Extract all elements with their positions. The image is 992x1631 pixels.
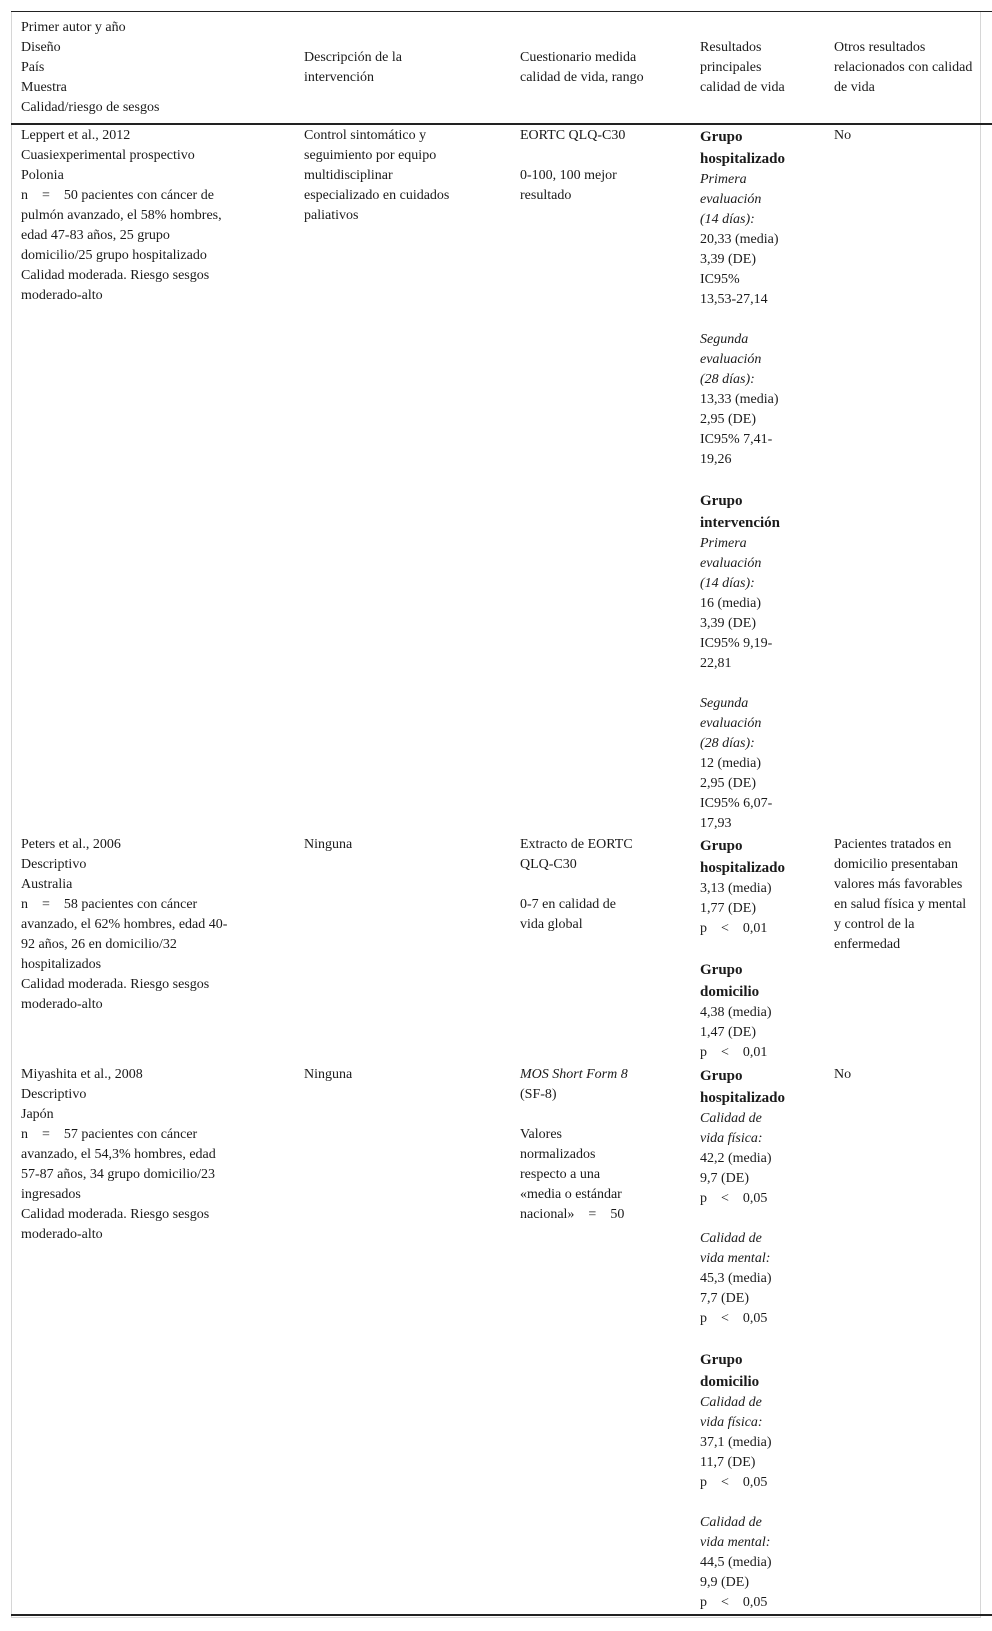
header-intervention: Descripción de la intervención — [304, 50, 402, 85]
cell-other-results: No — [834, 128, 852, 143]
cell-main-results: Grupo hospitalizado Primera evaluación (14 días): 20,33 (media) 3,39 (DE) IC95% 13,53-27,14 Segunda evaluación (28 días): 13,33 (media) 2,95 (DE) IC95% 7,41- 19,26 Grupo intervención Primera evaluación (14 días): 16 (media) 3,39 (DE) IC95% 9,19- 22,81 Segunda evaluación (28 días): 12 (media) 2,95 (DE) IC95% 6,07- 17,93 — [700, 129, 786, 831]
table-row — [11, 1064, 992, 1615]
table-row — [11, 834, 992, 1064]
cell-other-results: Pacientes tratados en domicilio presentaban valores más favorables en salud física y mental y control de la enfermedad — [834, 837, 967, 952]
cell-main-results: Grupo hospitalizado Calidad de vida física: 42,2 (media) 9,7 (DE) p < 0,05 Calidad de vida mental: 45,3 (media) 7,7 (DE) p < 0,05 Grupo domicilio Calidad de vida física: 37,1 (media) 11,7 (DE) p < 0,05 Calidad de vida mental: 44,5 (media) 9,9 (DE) p < 0,05 — [700, 1068, 786, 1610]
cell-author: Miyashita et al., 2008 Descriptivo Japón n = 57 pacientes con cáncer avanzado, el 54,3% hombres, edad 57-87 años, 34 grupo domicilio/23 ingresados Calidad moderada. Riesgo sesgos moderado-alto — [21, 1067, 216, 1242]
header-questionnaire: Cuestionario medida calidad de vida, rango — [520, 50, 644, 85]
header-other-results: Otros resultados relacionados con calidad de vida — [834, 40, 973, 95]
cell-questionnaire: MOS Short Form 8 (SF-8) Valores normalizados respecto a una «media o estándar nacional» = 50 — [520, 1067, 628, 1222]
cell-intervention: Ninguna — [304, 1067, 353, 1082]
header-author: Primer autor y año Diseño País Muestra Calidad/riesgo de sesgos — [21, 20, 160, 115]
cell-intervention: Ninguna — [304, 837, 353, 852]
quality-of-life-table — [11, 11, 992, 1616]
header-main-results: Resultados principales calidad de vida — [700, 40, 785, 95]
cell-author: Leppert et al., 2012 Cuasiexperimental prospectivo Polonia n = 50 pacientes con cáncer de pulmón avanzado, el 58% hombres, edad 47-83 años, 25 grupo domicilio/25 grupo hospitalizado Calidad moderada. Riesgo sesgos moderado-alto — [21, 128, 222, 303]
cell-questionnaire: EORTC QLQ-C30 0-100, 100 mejor resultado — [520, 128, 626, 203]
cell-other-results: No — [834, 1067, 852, 1082]
table-header-row — [11, 12, 992, 125]
cell-author: Peters et al., 2006 Descriptivo Australia n = 58 pacientes con cáncer avanzado, el 62% hombres, edad 40- 92 años, 26 en domicilio/32 hospitalizados Calidad moderada. Riesgo sesgos moderado-alto — [21, 837, 228, 1012]
cell-main-results: Grupo hospitalizado 3,13 (media) 1,77 (DE) p < 0,01 Grupo domicilio 4,38 (media) 1,47 (DE) p < 0,01 — [700, 838, 786, 1060]
cell-intervention: Control sintomático y seguimiento por equipo multidisciplinar especializado en cuidados paliativos — [304, 128, 450, 223]
table-row — [11, 124, 992, 834]
cell-questionnaire: Extracto de EORTC QLQ-C30 0-7 en calidad de vida global — [520, 837, 633, 932]
